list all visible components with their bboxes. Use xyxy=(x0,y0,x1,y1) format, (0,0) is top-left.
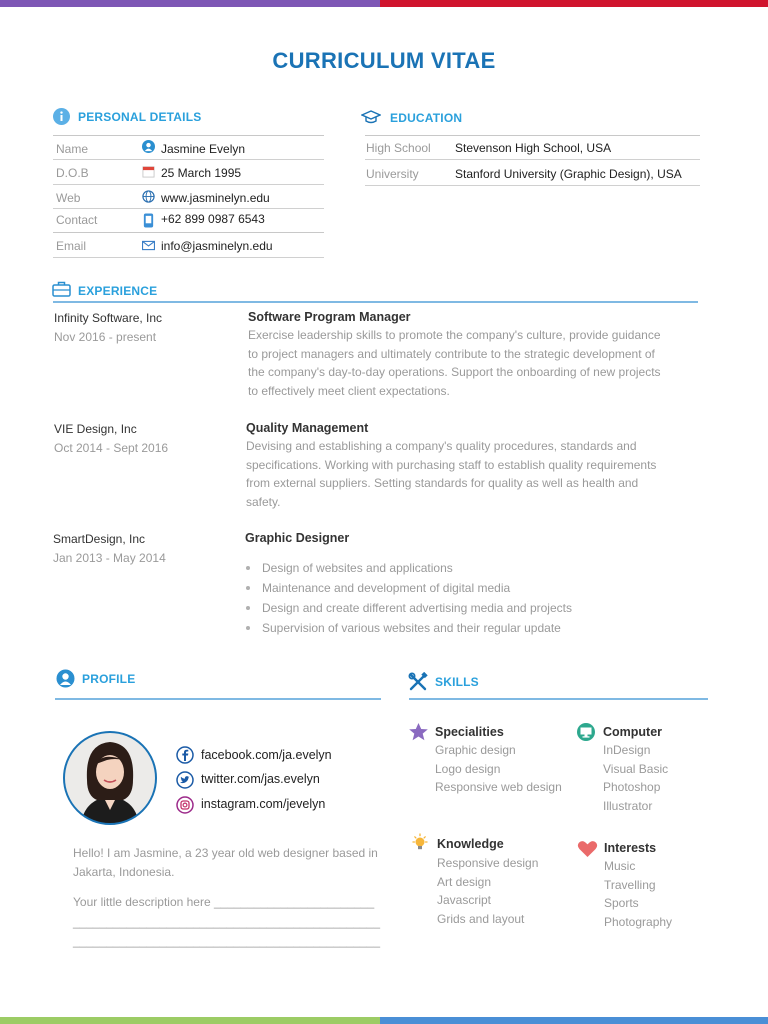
desc-line: to project managers and ultimately contribute to the strategic development of xyxy=(248,346,655,361)
high-school-value: Stevenson High School, USA xyxy=(455,141,612,155)
name-value: Jasmine Evelyn xyxy=(161,142,246,156)
job-dates: Jan 2013 - May 2014 xyxy=(53,551,166,565)
list-item: Music xyxy=(604,859,636,873)
job-company: VIE Design, Inc xyxy=(54,422,137,436)
avatar xyxy=(63,730,157,826)
job-role: Quality Management xyxy=(246,421,369,435)
list-item: Visual Basic xyxy=(603,761,669,776)
skill-list xyxy=(603,741,668,815)
divider xyxy=(365,159,700,160)
list-item: Design and create different advertising media and projects xyxy=(246,598,572,618)
list-item: Responsive web design xyxy=(435,780,562,794)
name-label: Name xyxy=(56,142,89,156)
desc-line: the company's day-to-day operations. Support the onboarding of new projects xyxy=(248,365,661,379)
globe-icon xyxy=(142,190,155,203)
top-bar-right xyxy=(380,0,768,7)
divider xyxy=(365,185,700,186)
profile-heading: PROFILE xyxy=(82,672,136,686)
list-item: Design of websites and applications xyxy=(246,558,572,578)
section-rule xyxy=(409,698,708,700)
job-bullets xyxy=(246,558,572,638)
skill-group-title: Knowledge xyxy=(437,837,504,851)
calendar-icon xyxy=(142,165,155,178)
skills-heading: SKILLS xyxy=(435,675,479,689)
page-title: CURRICULUM VITAE xyxy=(272,48,496,73)
instagram-icon[interactable] xyxy=(176,796,194,814)
skill-group-title: Specialities xyxy=(435,725,504,739)
email-link[interactable]: info@jasminelyn.edu xyxy=(161,239,273,253)
instagram-link[interactable]: instagram.com/jevelyn xyxy=(201,797,326,811)
job-description xyxy=(246,437,656,511)
personal-details-heading: PERSONAL DETAILS xyxy=(78,110,202,124)
placeholder-line: ______________________________________________ xyxy=(73,914,380,929)
heart-icon xyxy=(577,840,598,858)
web-link[interactable]: www.jasminelyn.edu xyxy=(161,191,270,205)
web-label: Web xyxy=(56,191,81,205)
list-item: Responsive design xyxy=(437,856,539,870)
skill-list xyxy=(435,741,562,797)
desc-line: specifications. Working with purchasing staff to establish quality requirements xyxy=(246,457,657,472)
bottom-bar-right xyxy=(380,1017,768,1024)
email-label: Email xyxy=(56,239,87,253)
facebook-link[interactable]: facebook.com/ja.evelyn xyxy=(201,748,332,762)
list-item: Graphic design xyxy=(435,743,516,757)
desc-line: to effectively meet client expectations. xyxy=(248,383,450,398)
facebook-icon[interactable] xyxy=(176,746,194,764)
desc-line: Exercise leadership skills to promote the company's culture, provide guidance xyxy=(248,328,661,342)
graduation-cap-icon xyxy=(361,110,381,125)
experience-heading: EXPERIENCE xyxy=(78,284,158,298)
twitter-link[interactable]: twitter.com/jas.evelyn xyxy=(201,772,320,786)
job-role: Software Program Manager xyxy=(248,310,411,324)
divider xyxy=(53,159,324,160)
university-label: University xyxy=(366,167,419,181)
list-item: Photoshop xyxy=(603,780,661,794)
contact-label: Contact xyxy=(56,213,98,227)
bottom-bar-left xyxy=(0,1017,380,1024)
phone-icon xyxy=(142,213,155,228)
dob-label: D.O.B xyxy=(56,166,89,180)
intro-line: Hello! I am Jasmine, a 23 year old web designer based in xyxy=(73,846,378,860)
star-icon xyxy=(408,722,429,742)
high-school-label: High School xyxy=(366,141,431,155)
tools-icon xyxy=(408,672,428,692)
university-value: Stanford University (Graphic Design), USA xyxy=(455,167,682,181)
divider xyxy=(53,135,324,136)
list-item: Art design xyxy=(437,874,492,889)
placeholder-line: Your little description here ________________________ xyxy=(73,895,375,909)
list-item: Sports xyxy=(604,896,639,910)
job-role: Graphic Designer xyxy=(245,531,350,545)
divider xyxy=(53,208,324,209)
education-heading: EDUCATION xyxy=(390,111,463,125)
list-item: Illustrator xyxy=(603,798,653,813)
list-item: Logo design xyxy=(435,761,501,776)
job-dates: Nov 2016 - present xyxy=(54,330,157,344)
skill-list xyxy=(604,857,672,931)
contact-value: +62 899 0987 6543 xyxy=(161,212,265,226)
list-item: Supervision of various websites and their regular update xyxy=(246,618,572,638)
top-bar-left xyxy=(0,0,380,7)
profile-description-placeholder xyxy=(73,893,380,952)
job-company: Infinity Software, Inc xyxy=(54,311,163,325)
profile-intro xyxy=(73,844,378,881)
list-item: Maintenance and development of digital media xyxy=(246,578,572,598)
list-item: InDesign xyxy=(603,743,651,757)
briefcase-icon xyxy=(52,281,71,297)
user-icon xyxy=(142,140,155,153)
monitor-icon xyxy=(576,723,596,741)
intro-line: Jakarta, Indonesia. xyxy=(73,864,175,879)
divider xyxy=(365,135,700,136)
divider xyxy=(53,232,324,233)
info-icon xyxy=(53,108,70,125)
job-dates: Oct 2014 - Sept 2016 xyxy=(54,441,169,455)
desc-line: Devising and establishing a company's quality procedures, standards and xyxy=(246,439,637,453)
section-rule xyxy=(53,301,698,303)
desc-line: from external suppliers. Setting standards for quality as well as health and xyxy=(246,476,639,490)
placeholder-line: ______________________________________________ xyxy=(73,934,380,948)
skill-group-title: Computer xyxy=(603,725,663,739)
job-company: SmartDesign, Inc xyxy=(53,532,146,546)
dob-value: 25 March 1995 xyxy=(161,166,242,180)
divider xyxy=(53,184,324,185)
list-item: Grids and layout xyxy=(437,911,525,926)
job-description xyxy=(248,326,661,400)
list-item: Javascript xyxy=(437,893,492,907)
user-icon xyxy=(56,669,75,688)
list-item: Travelling xyxy=(604,877,656,892)
envelope-icon xyxy=(142,240,155,251)
twitter-icon[interactable] xyxy=(176,771,194,789)
desc-line: safety. xyxy=(246,494,281,509)
lightbulb-icon xyxy=(410,833,430,855)
section-rule xyxy=(55,698,381,700)
list-item: Photography xyxy=(604,914,673,929)
skill-list xyxy=(437,854,538,928)
skill-group-title: Interests xyxy=(604,841,657,855)
divider xyxy=(53,257,324,258)
